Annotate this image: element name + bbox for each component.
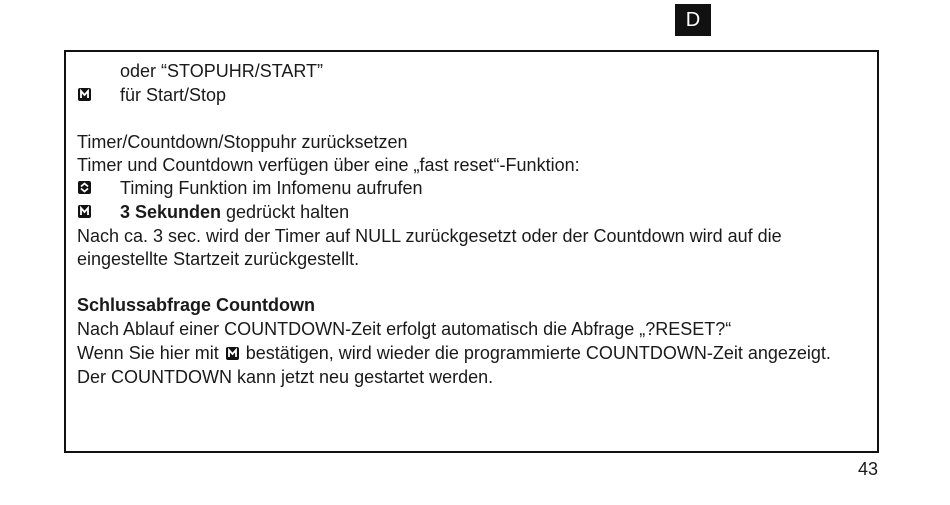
m-button-icon — [226, 347, 239, 360]
text-fragment: Wenn Sie hier mit — [77, 343, 224, 363]
page-number: 43 — [858, 459, 879, 479]
text-line: für Start/Stop — [120, 85, 227, 105]
up-down-button-icon — [78, 181, 91, 194]
text-fragment: gedrückt halten — [221, 202, 350, 222]
text-line: eingestellte Startzeit zurückgestellt. — [77, 249, 360, 269]
language-tab: D — [675, 4, 711, 36]
text-line: Nach ca. 3 sec. wird der Timer auf NULL zurückgesetzt oder der Countdown wird auf die — [77, 226, 782, 246]
text-line: Der COUNTDOWN kann jetzt neu gestartet werden. — [77, 367, 494, 387]
text-line: Timing Funktion im Infomenu aufrufen — [120, 178, 423, 198]
text-line: Timer und Countdown verfügen über eine „fast reset“-Funktion: — [77, 155, 580, 175]
text-fragment: bestätigen, wird wieder die programmierte COUNTDOWN-Zeit angezeigt. — [240, 343, 831, 363]
text-line — [120, 201, 349, 223]
text-line: oder “STOPUHR/START” — [120, 61, 324, 81]
m-button-icon — [78, 205, 91, 218]
text-line: Nach Ablauf einer COUNTDOWN-Zeit erfolgt automatisch die Abfrage „?RESET?“ — [77, 319, 732, 339]
section-heading: Schlussabfrage Countdown — [77, 295, 316, 315]
m-button-icon — [78, 88, 91, 101]
section-title: Timer/Countdown/Stoppuhr zurücksetzen — [77, 132, 408, 152]
text-line — [77, 342, 831, 364]
bold-text: 3 Sekunden — [120, 202, 222, 222]
